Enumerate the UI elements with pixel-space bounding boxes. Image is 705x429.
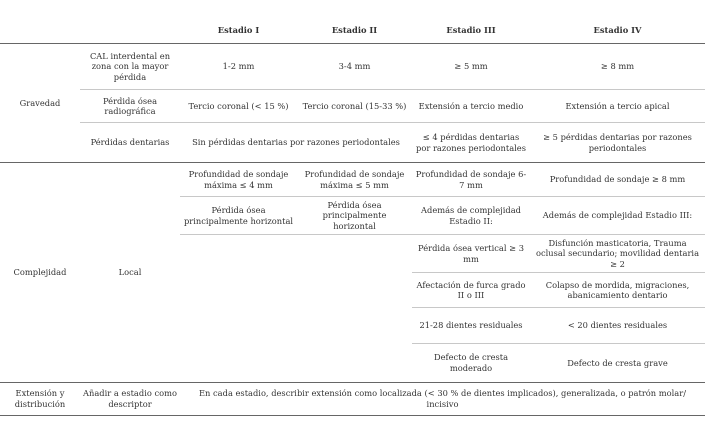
staging-table bbox=[0, 17, 705, 416]
horizontal-estadio-4: Además de complejidad Estadio III: bbox=[530, 197, 705, 235]
row-cal bbox=[0, 44, 705, 90]
horizontal-estadio-1: Pérdida ósea principalmente horizontal bbox=[180, 197, 297, 235]
dentarias-estadio-1-2: Sin pérdidas dentarias por razones periodontales bbox=[180, 123, 412, 163]
dentarias-estadio-3: ≤ 4 pérdidas dentarias por razones periodontales bbox=[412, 123, 530, 163]
vertical-estadio-2 bbox=[297, 235, 412, 273]
vertical-estadio-3: Pérdida ósea vertical ≥ 3 mm bbox=[412, 235, 530, 273]
section-gravedad: Gravedad bbox=[0, 44, 80, 163]
cresta-estadio-3: Defecto de cresta moderado bbox=[412, 344, 530, 382]
cresta-estadio-1 bbox=[180, 344, 297, 382]
sondaje-estadio-3: Profundidad de sondaje 6-7 mm bbox=[412, 163, 530, 197]
osea-label: Pérdida ósea radiográfica bbox=[80, 90, 180, 123]
header-blank-2 bbox=[80, 17, 180, 44]
cresta-estadio-4: Defecto de cresta grave bbox=[530, 344, 705, 382]
section-complejidad: Complejidad bbox=[0, 163, 80, 383]
furca-estadio-3: Afectación de furca grado II o III bbox=[412, 273, 530, 308]
extension-descriptor: Añadir a estadio como descriptor bbox=[80, 382, 180, 415]
osea-estadio-3: Extensión a tercio medio bbox=[412, 90, 530, 123]
row-extension bbox=[0, 382, 705, 415]
vertical-estadio-1 bbox=[180, 235, 297, 273]
extension-text: En cada estadio, describir extensión como localizada (< 30 % de dientes implicados), generalizada, o patrón molar/ incisivo bbox=[180, 382, 705, 415]
cal-estadio-1: 1-2 mm bbox=[180, 44, 297, 90]
header-estadio-4: Estadio IV bbox=[593, 24, 642, 35]
vertical-estadio-4: Disfunción masticatoria, Trauma oclusal secundario; movilidad dentaria ≥ 2 bbox=[530, 235, 705, 273]
cresta-estadio-2 bbox=[297, 344, 412, 382]
header-blank-1 bbox=[0, 17, 80, 44]
dentarias-estadio-4: ≥ 5 pérdidas dentarias por razones periodontales bbox=[530, 123, 705, 163]
cal-estadio-3: ≥ 5 mm bbox=[412, 44, 530, 90]
furca-estadio-1 bbox=[180, 273, 297, 308]
osea-estadio-1: Tercio coronal (< 15 %) bbox=[180, 90, 297, 123]
cal-label: CAL interdental en zona con la mayor pérdida bbox=[80, 44, 180, 90]
residuales-estadio-3: 21-28 dientes residuales bbox=[412, 308, 530, 344]
cal-estadio-4: ≥ 8 mm bbox=[530, 44, 705, 90]
furca-estadio-2 bbox=[297, 273, 412, 308]
osea-estadio-4: Extensión a tercio apical bbox=[530, 90, 705, 123]
row-dentarias bbox=[0, 123, 705, 163]
sondaje-estadio-4: Profundidad de sondaje ≥ 8 mm bbox=[530, 163, 705, 197]
furca-estadio-4: Colapso de mordida, migraciones, abanicamiento dentario bbox=[530, 273, 705, 308]
header-estadio-1: Estadio I bbox=[217, 24, 260, 35]
section-extension: Extensión y distribución bbox=[0, 382, 80, 415]
header-estadio-2: Estadio II bbox=[331, 24, 378, 35]
dentarias-label: Pérdidas dentarias bbox=[80, 123, 180, 163]
osea-estadio-2: Tercio coronal (15-33 %) bbox=[297, 90, 412, 123]
horizontal-estadio-2: Pérdida ósea principalmente horizontal bbox=[297, 197, 412, 235]
complejidad-local: Local bbox=[80, 163, 180, 383]
residuales-estadio-1 bbox=[180, 308, 297, 344]
sondaje-estadio-1: Profundidad de sondaje máxima ≤ 4 mm bbox=[180, 163, 297, 197]
residuales-estadio-4: < 20 dientes residuales bbox=[530, 308, 705, 344]
header-estadio-3: Estadio III bbox=[446, 24, 496, 35]
sondaje-estadio-2: Profundidad de sondaje máxima ≤ 5 mm bbox=[297, 163, 412, 197]
cal-estadio-2: 3-4 mm bbox=[297, 44, 412, 90]
header-row bbox=[0, 17, 705, 44]
row-sondaje bbox=[0, 163, 705, 197]
residuales-estadio-2 bbox=[297, 308, 412, 344]
row-osea bbox=[0, 90, 705, 123]
horizontal-estadio-3: Además de complejidad Estadio II: bbox=[412, 197, 530, 235]
